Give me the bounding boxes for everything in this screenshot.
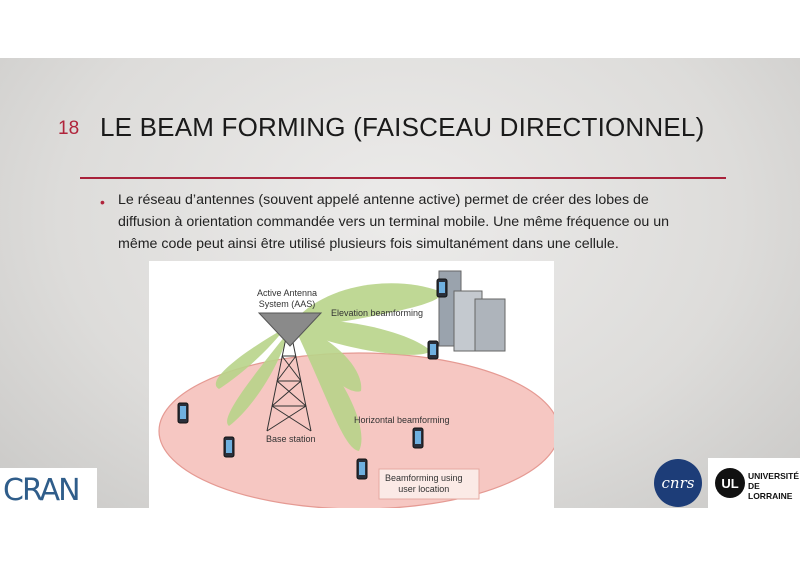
universite-de-lorraine-logo <box>708 458 800 508</box>
ul-mark: UL <box>721 476 739 491</box>
horizontal-label: Horizontal beamforming <box>354 415 450 425</box>
bullet-line: Le réseau d’antennes (souvent appelé antenne active) permet de créer des lobes de <box>118 192 649 208</box>
cnrs-logo: cnrs <box>650 458 706 508</box>
beamforming-diagram <box>149 261 554 508</box>
bullet-marker: • <box>100 194 105 210</box>
beamforming-illustration <box>149 261 554 508</box>
slide-title: LE BEAM FORMING (FAISCEAU DIRECTIONNEL) <box>100 112 705 142</box>
ul-line2: DE LORRAINE <box>748 481 793 501</box>
ul-line1: UNIVERSITÉ <box>748 471 800 481</box>
slide-number: 18 <box>58 118 80 139</box>
ul-emblem <box>712 458 748 508</box>
aas-label: Active Antenna System (AAS) <box>257 288 318 309</box>
title-divider <box>80 177 726 179</box>
cran-logo: CRAN <box>0 468 97 508</box>
bullet-text <box>118 189 738 255</box>
bullet-line: diffusion à orientation commandée vers un terminal mobile. Une même fréquence ou un <box>118 214 669 230</box>
user-location-label: Beamforming using user location <box>385 473 463 494</box>
bullet-line: même code peut ainsi être utilisé plusieurs fois simultanément dans une cellule. <box>118 236 619 252</box>
elevation-label: Elevation beamforming <box>331 308 424 318</box>
buildings <box>439 271 505 351</box>
base-station-label: Base station <box>266 434 316 444</box>
